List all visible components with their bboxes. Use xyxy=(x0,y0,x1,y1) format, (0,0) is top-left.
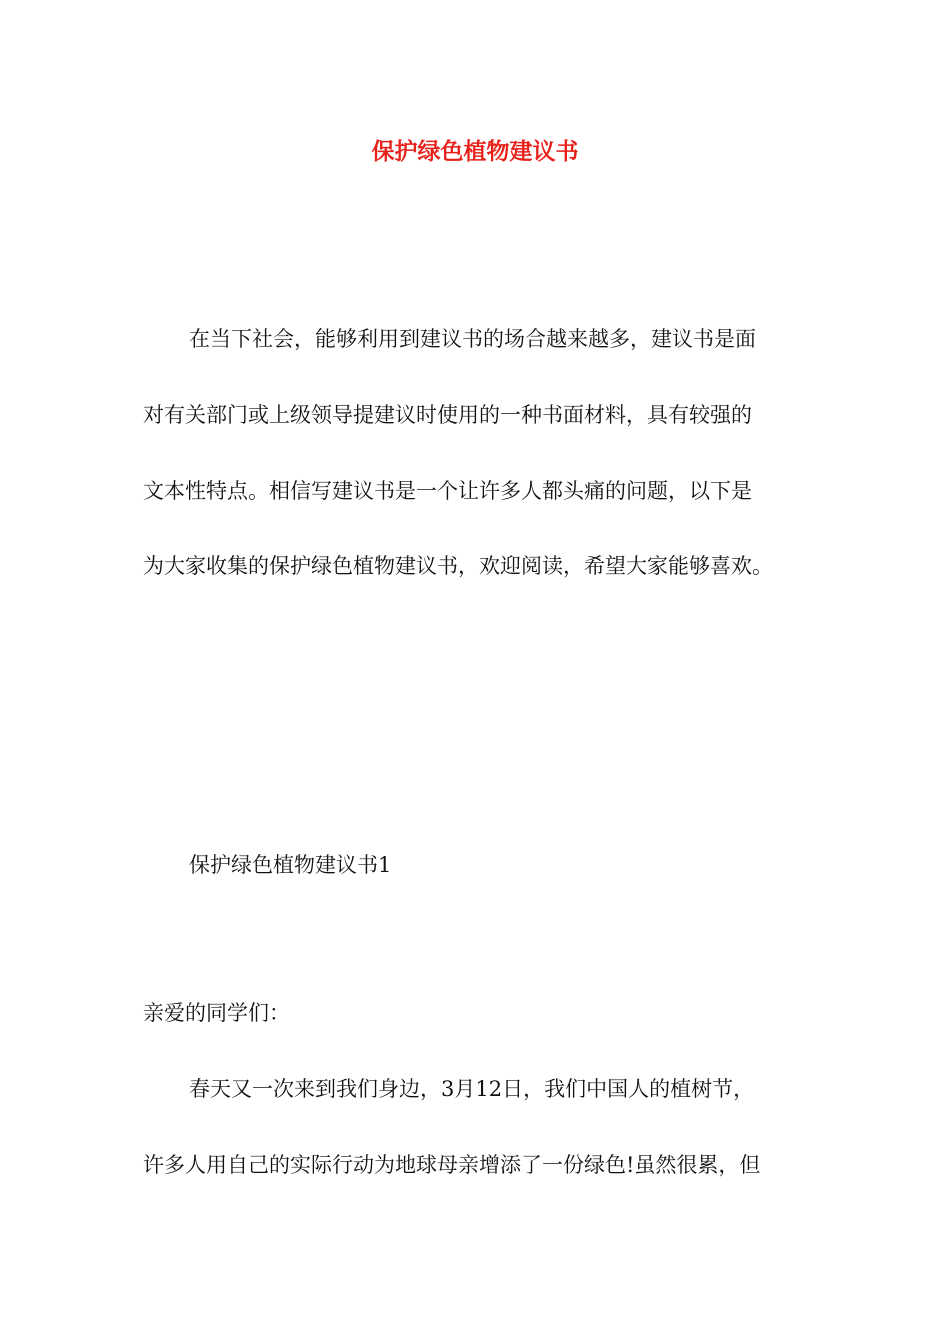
document-title: 保护绿色植物建议书 xyxy=(371,138,579,165)
body-paragraph-line: 春天又一次来到我们身边，3月12日，我们中国人的植树节， xyxy=(189,1077,755,1101)
intro-paragraph-line: 在当下社会，能够利用到建议书的场合越来越多，建议书是面 xyxy=(189,327,756,351)
section-heading: 保护绿色植物建议书1 xyxy=(189,853,392,877)
intro-paragraph-line: 对有关部门或上级领导提建议时使用的一种书面材料，具有较强的 xyxy=(143,403,752,427)
body-paragraph-line: 许多人用自己的实际行动为地球母亲增添了一份绿色!虽然很累，但 xyxy=(143,1153,761,1177)
salutation: 亲爱的同学们： xyxy=(143,1001,290,1025)
intro-paragraph-line: 为大家收集的保护绿色植物建议书，欢迎阅读，希望大家能够喜欢。 xyxy=(143,554,773,578)
intro-paragraph-line: 文本性特点。相信写建议书是一个让许多人都头痛的问题，以下是 xyxy=(143,479,752,503)
